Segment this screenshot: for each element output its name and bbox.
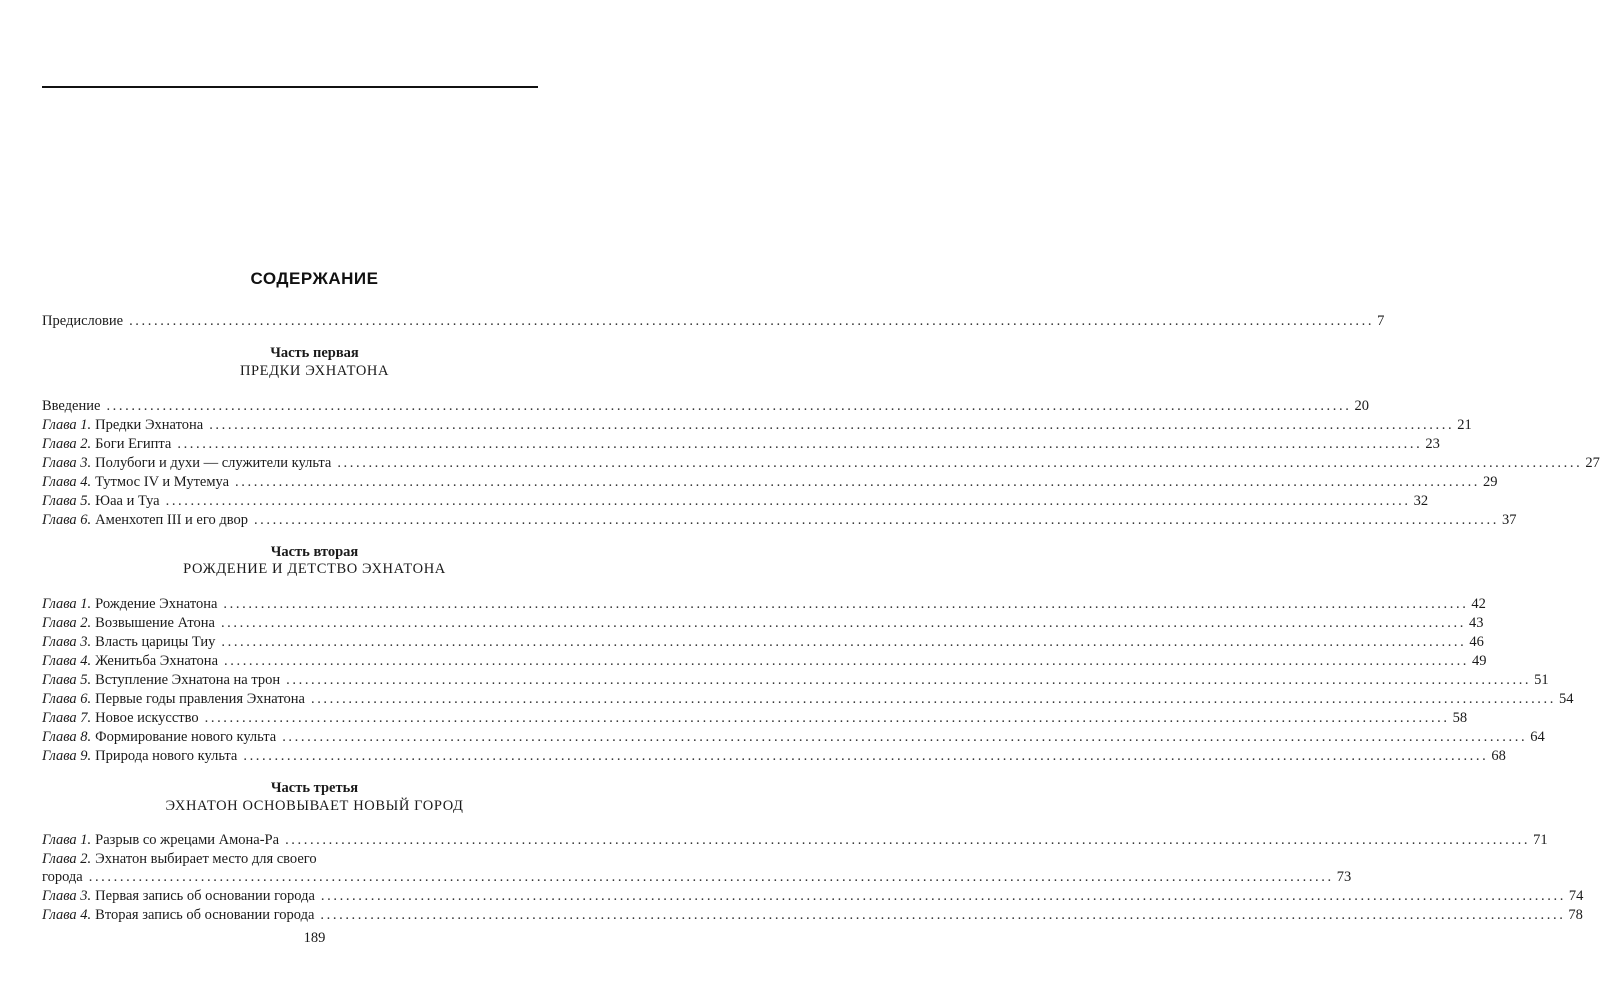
entry-page: 58 <box>1452 710 1468 726</box>
entry-page: 64 <box>1530 729 1545 745</box>
entry-page: 43 <box>1468 615 1484 631</box>
leader-dots: ........................................................................................................................................................................................................ <box>235 474 1481 490</box>
entry-title: Юаа и Туа <box>95 493 160 509</box>
chapter-label: Глава 9. <box>42 748 92 764</box>
leader-dots: ........................................................................................................................................................................................................ <box>224 653 1470 669</box>
leader-dots: ........................................................................................................................................................................................................ <box>310 691 1556 707</box>
entry-page: 51 <box>1534 672 1549 688</box>
part-subtitle: ЭХНАТОН ОСНОВЫВАЕТ НОВЫЙ ГОРОД <box>165 798 464 814</box>
entry-page: 46 <box>1469 634 1484 650</box>
toc-entry[interactable] <box>42 434 1440 454</box>
toc-entry[interactable] <box>42 491 1429 511</box>
leader-dots: ........................................................................................................................................................................................................ <box>320 907 1566 923</box>
leader-dots: ........................................................................................................................................................................................................ <box>88 869 1334 885</box>
toc-entry[interactable] <box>42 849 539 869</box>
leader-dots: ........................................................................................................................................................................................................ <box>243 748 1489 764</box>
entry-page: 54 <box>1558 691 1574 707</box>
toc-entry[interactable] <box>42 905 1583 925</box>
toc-entry[interactable] <box>42 670 1549 690</box>
toc-entry[interactable] <box>42 396 1369 416</box>
chapter-label: Глава 2. <box>42 615 92 631</box>
entry-title: Первые годы правления Эхнатона <box>95 691 305 707</box>
chapter-label: Глава 3. <box>42 888 92 904</box>
toc-entry[interactable] <box>42 453 1600 473</box>
toc-entry-continuation[interactable] <box>42 867 1352 887</box>
chapter-label: Глава 7. <box>42 710 92 726</box>
chapter-label: Глава 2. <box>42 436 92 452</box>
toc-entry[interactable] <box>42 594 1486 614</box>
leader-dots: ........................................................................................................................................................................................................ <box>285 832 1531 848</box>
entry-page: 73 <box>1336 869 1352 885</box>
chapter-label: Глава 4. <box>42 907 92 923</box>
toc-entry[interactable] <box>42 746 1506 766</box>
chapter-label: Глава 5. <box>42 672 92 688</box>
entry-title: Тутмос IV и Мутемуа <box>95 474 230 490</box>
leader-dots: ........................................................................................................................................................................................................ <box>165 493 1411 509</box>
entry-page: 78 <box>1568 907 1583 923</box>
entry-page: 32 <box>1413 493 1429 509</box>
toc-entry[interactable] <box>42 830 1548 850</box>
entry-page: 23 <box>1425 436 1440 452</box>
chapter-label: Глава 1. <box>42 417 92 433</box>
entry-page: 29 <box>1483 474 1498 490</box>
page-title: СОДЕРЖАНИЕ <box>250 269 379 288</box>
chapter-label: Глава 8. <box>42 729 92 745</box>
entry-title: Предки Эхнатона <box>95 417 204 433</box>
toc-entry[interactable] <box>42 613 1484 633</box>
entry-page: 42 <box>1471 596 1486 612</box>
leader-dots: ........................................................................................................................................................................................................ <box>177 436 1423 452</box>
entry-title: Первая запись об основании города <box>95 888 315 904</box>
entry-title: Возвышение Атона <box>95 615 215 631</box>
leader-dots: ........................................................................................................................................................................................................ <box>337 455 1583 471</box>
chapter-label: Глава 3. <box>42 455 92 471</box>
chapter-label: Глава 6. <box>42 512 92 528</box>
entry-title: Формирование нового культа <box>95 729 277 745</box>
entry-title: Вторая запись об основании города <box>95 907 315 923</box>
leader-dots: ........................................................................................................................................................................................................ <box>286 672 1532 688</box>
entry-title: Введение <box>42 398 101 414</box>
entry-page: 68 <box>1491 748 1506 764</box>
entry-title: Предисловие <box>42 313 124 329</box>
part-subtitle: ПРЕДКИ ЭХНАТОНА <box>239 363 390 379</box>
part-heading: Часть первая <box>270 345 359 361</box>
entry-title-continuation: города <box>42 869 83 885</box>
leader-dots: ........................................................................................................................................................................................................ <box>129 313 1375 329</box>
entry-title: Природа нового культа <box>95 748 238 764</box>
toc-entry[interactable] <box>42 727 1545 747</box>
chapter-label: Глава 2. <box>42 851 92 867</box>
toc-entry-preface[interactable] <box>42 311 1385 331</box>
leader-dots: ........................................................................................................................................................................................................ <box>223 596 1469 612</box>
toc-entry[interactable] <box>42 632 1484 652</box>
chapter-label: Глава 5. <box>42 493 92 509</box>
toc-entry[interactable] <box>42 689 1574 709</box>
leader-dots: ........................................................................................................................................................................................................ <box>221 634 1467 650</box>
entry-page: 7 <box>1377 313 1385 329</box>
entry-page: 71 <box>1533 832 1548 848</box>
entry-title: Женитьба Эхнатона <box>95 653 219 669</box>
part-heading: Часть вторая <box>270 544 359 560</box>
leader-dots: ........................................................................................................................................................................................................ <box>204 710 1450 726</box>
entry-page: 37 <box>1501 512 1517 528</box>
leader-dots: ........................................................................................................................................................................................................ <box>253 512 1499 528</box>
chapter-label: Глава 6. <box>42 691 92 707</box>
page-number: 189 <box>303 930 326 946</box>
toc-entry[interactable] <box>42 472 1498 492</box>
entry-page: 21 <box>1457 417 1472 433</box>
part-subtitle: РОЖДЕНИЕ И ДЕТСТВО ЭХНАТОНА <box>183 561 446 577</box>
toc-entry[interactable] <box>42 651 1487 671</box>
chapter-label: Глава 4. <box>42 653 92 669</box>
chapter-label: Глава 1. <box>42 596 92 612</box>
entry-title: Рождение Эхнатона <box>95 596 218 612</box>
leader-dots: ........................................................................................................................................................................................................ <box>220 615 1466 631</box>
leader-dots: ........................................................................................................................................................................................................ <box>209 417 1455 433</box>
chapter-label: Глава 1. <box>42 832 92 848</box>
entry-title: Власть царицы Тиу <box>95 634 216 650</box>
entry-page: 20 <box>1354 398 1369 414</box>
entry-title: Боги Египта <box>95 436 172 452</box>
top-rule <box>42 86 538 88</box>
leader-dots: ........................................................................................................................................................................................................ <box>106 398 1352 414</box>
entry-page: 49 <box>1472 653 1487 669</box>
entry-title: Вступление Эхнатона на трон <box>95 672 281 688</box>
entry-title: Новое искусство <box>95 710 199 726</box>
chapter-label: Глава 3. <box>42 634 92 650</box>
entry-title: Аменхотеп III и его двор <box>95 512 248 528</box>
entry-page: 27 <box>1585 455 1600 471</box>
entry-page: 74 <box>1568 888 1584 904</box>
entry-title: Разрыв со жрецами Амона-Ра <box>95 832 280 848</box>
toc-entry[interactable] <box>42 886 1584 906</box>
entry-title: Эхнатон выбирает место для своего <box>95 851 317 867</box>
chapter-label: Глава 4. <box>42 474 92 490</box>
toc-entry[interactable] <box>42 708 1468 728</box>
leader-dots: ........................................................................................................................................................................................................ <box>320 888 1566 904</box>
leader-dots: ........................................................................................................................................................................................................ <box>282 729 1528 745</box>
part-heading: Часть третья <box>270 780 359 796</box>
toc-entry[interactable] <box>42 510 1517 530</box>
toc-entry[interactable] <box>42 415 1472 435</box>
entry-title: Полубоги и духи — служители культа <box>95 455 332 471</box>
